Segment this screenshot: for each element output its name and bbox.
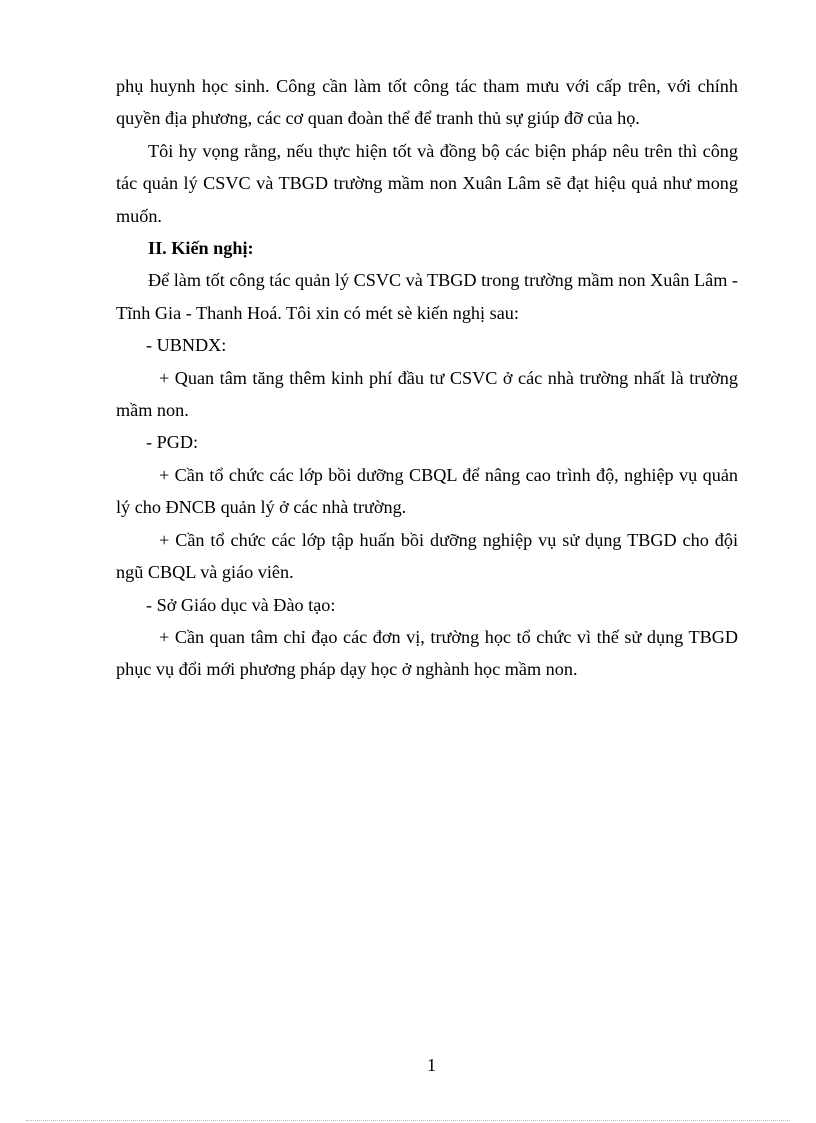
list-subitem-funding: + Quan tâm tăng thêm kinh phí đầu tư CSVC ở các nhà trường nhất là trường mầm non. [116,367,738,421]
document-body [116,70,738,686]
list-item-ubndx: - UBNDX: [146,335,227,356]
section-heading-recommendations: II. Kiến nghị: [148,238,254,259]
paragraph-intro-recommendations: Để làm tốt công tác quản lý CSVC và TBGD trong trường mầm non Xuân Lâm - Tĩnh Gia - Thanh Hoá. Tôi xin có mét sè kiến nghị sau: [116,270,738,323]
list-item-department-education: - Sở Giáo dục và Đào tạo: [146,594,336,615]
list-subitem-teaching-methods: + Cần quan tâm chỉ đạo các đơn vị, trường học tổ chức vì thế sử dụng TBGD phục vụ đổi mới phương pháp dạy học ở nghành học mầm non. [116,626,738,680]
paragraph-conclusion: Tôi hy vọng rằng, nếu thực hiện tốt và đồng bộ các biện pháp nêu trên thì công tác quản lý CSVC và TBGD trường mầm non Xuân Lâm sẽ đạt hiệu quả như mong muốn. [116,140,738,226]
paragraph-continuation: phụ huynh học sinh. Công cần làm tốt công tác tham mưu với cấp trên, với chính quyền địa phương, các cơ quan đoàn thể để tranh thủ sự giúp đỡ của họ. [116,76,738,129]
page-number: 1 [426,1055,437,1075]
list-subitem-cbql-training: + Cần tổ chức các lớp bồi dưỡng CBQL để nâng cao trình độ, nghiệp vụ quản lý cho ĐNCB quản lý ở các nhà trường. [116,464,738,518]
list-subitem-tbgd-training: + Cần tổ chức các lớp tập huấn bồi dưỡng nghiệp vụ sử dụng TBGD cho đội ngũ CBQL và giáo viên. [116,529,738,583]
page-bottom-divider [26,1120,790,1121]
list-item-pgd: - PGD: [146,432,199,453]
